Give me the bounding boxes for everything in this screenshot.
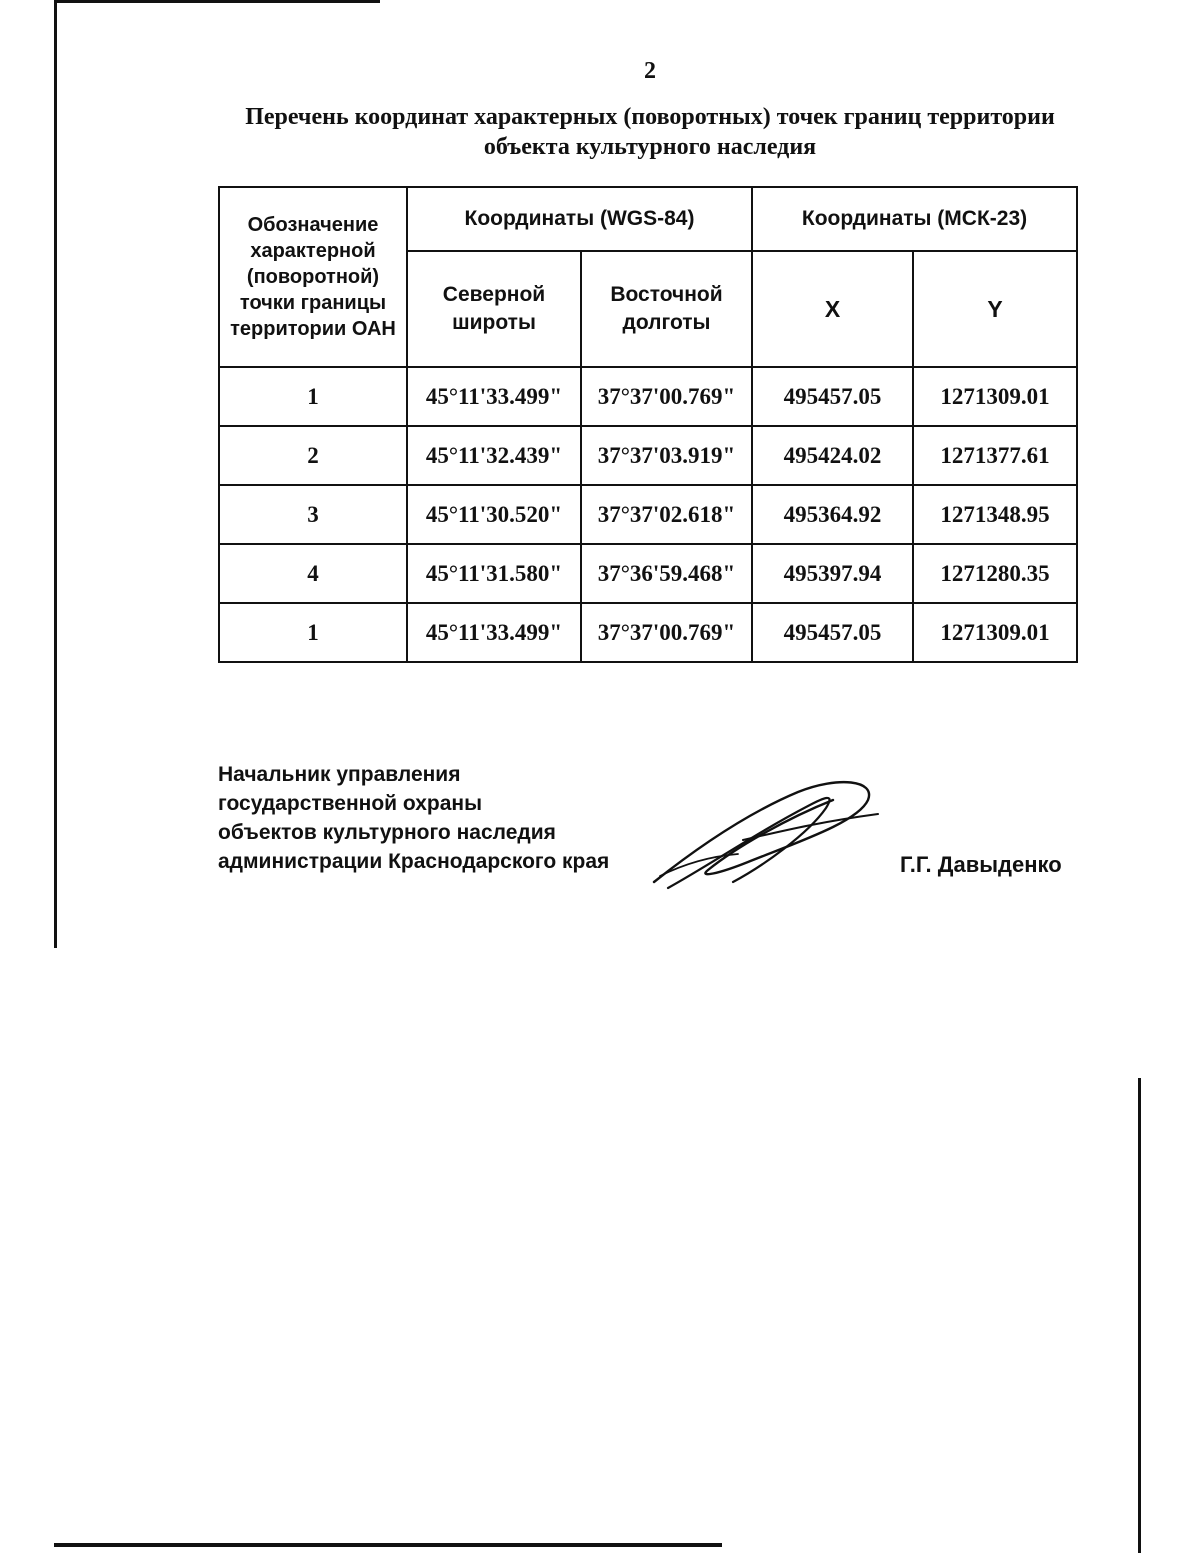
cell-longitude: 37°37'00.769" — [581, 603, 752, 662]
table-row — [219, 603, 1077, 662]
cell-x: 495457.05 — [752, 603, 913, 662]
handwritten-signature — [648, 770, 888, 895]
cell-x: 495457.05 — [752, 367, 913, 426]
cell-y: 1271280.35 — [913, 544, 1077, 603]
header-y: Y — [913, 251, 1077, 367]
cell-latitude: 45°11'30.520" — [407, 485, 581, 544]
cell-latitude: 45°11'31.580" — [407, 544, 581, 603]
signatory-line-2: государственной охраны — [218, 792, 483, 815]
cell-point: 1 — [219, 603, 407, 662]
table-row — [219, 426, 1077, 485]
header-msk23: Координаты (МСК-23) — [752, 187, 1077, 251]
signatory-line-1: Начальник управления — [218, 763, 461, 786]
page-number: 2 — [644, 58, 656, 84]
title-line-1: Перечень координат характерных (поворотных) точек границ территории — [245, 104, 1055, 130]
cell-longitude: 37°37'02.618" — [581, 485, 752, 544]
cell-point: 3 — [219, 485, 407, 544]
cell-longitude: 37°36'59.468" — [581, 544, 752, 603]
cell-point: 2 — [219, 426, 407, 485]
scan-border-top — [54, 0, 380, 3]
header-north-latitude: Северной широты — [407, 251, 581, 367]
header-wgs84: Координаты (WGS-84) — [407, 187, 752, 251]
coordinates-table — [218, 186, 1078, 663]
cell-point: 4 — [219, 544, 407, 603]
header-east-longitude: Восточной долготы — [581, 251, 752, 367]
signatory-line-3: объектов культурного наследия — [218, 821, 556, 844]
cell-x: 495424.02 — [752, 426, 913, 485]
document-title — [240, 102, 1060, 162]
table-row — [219, 485, 1077, 544]
scan-border-left — [54, 0, 57, 948]
cell-longitude: 37°37'03.919" — [581, 426, 752, 485]
cell-point: 1 — [219, 367, 407, 426]
table-row — [219, 544, 1077, 603]
cell-latitude: 45°11'33.499" — [407, 367, 581, 426]
scan-border-right — [1138, 1078, 1141, 1553]
signatory-position — [218, 760, 609, 876]
cell-y: 1271309.01 — [913, 367, 1077, 426]
cell-x: 495397.94 — [752, 544, 913, 603]
cell-latitude: 45°11'32.439" — [407, 426, 581, 485]
scan-border-bottom — [54, 1543, 722, 1547]
cell-latitude: 45°11'33.499" — [407, 603, 581, 662]
cell-y: 1271309.01 — [913, 603, 1077, 662]
signatory-name: Г.Г. Давыденко — [900, 852, 1062, 877]
header-x: X — [752, 251, 913, 367]
title-line-2: объекта культурного наследия — [483, 134, 817, 160]
cell-x: 495364.92 — [752, 485, 913, 544]
signatory-line-4: администрации Краснодарского края — [218, 850, 610, 873]
cell-longitude: 37°37'00.769" — [581, 367, 752, 426]
table-row — [219, 367, 1077, 426]
cell-y: 1271348.95 — [913, 485, 1077, 544]
header-point-designation: Обозначение характерной (поворотной) точки границы территории ОАН — [219, 187, 407, 367]
cell-y: 1271377.61 — [913, 426, 1077, 485]
